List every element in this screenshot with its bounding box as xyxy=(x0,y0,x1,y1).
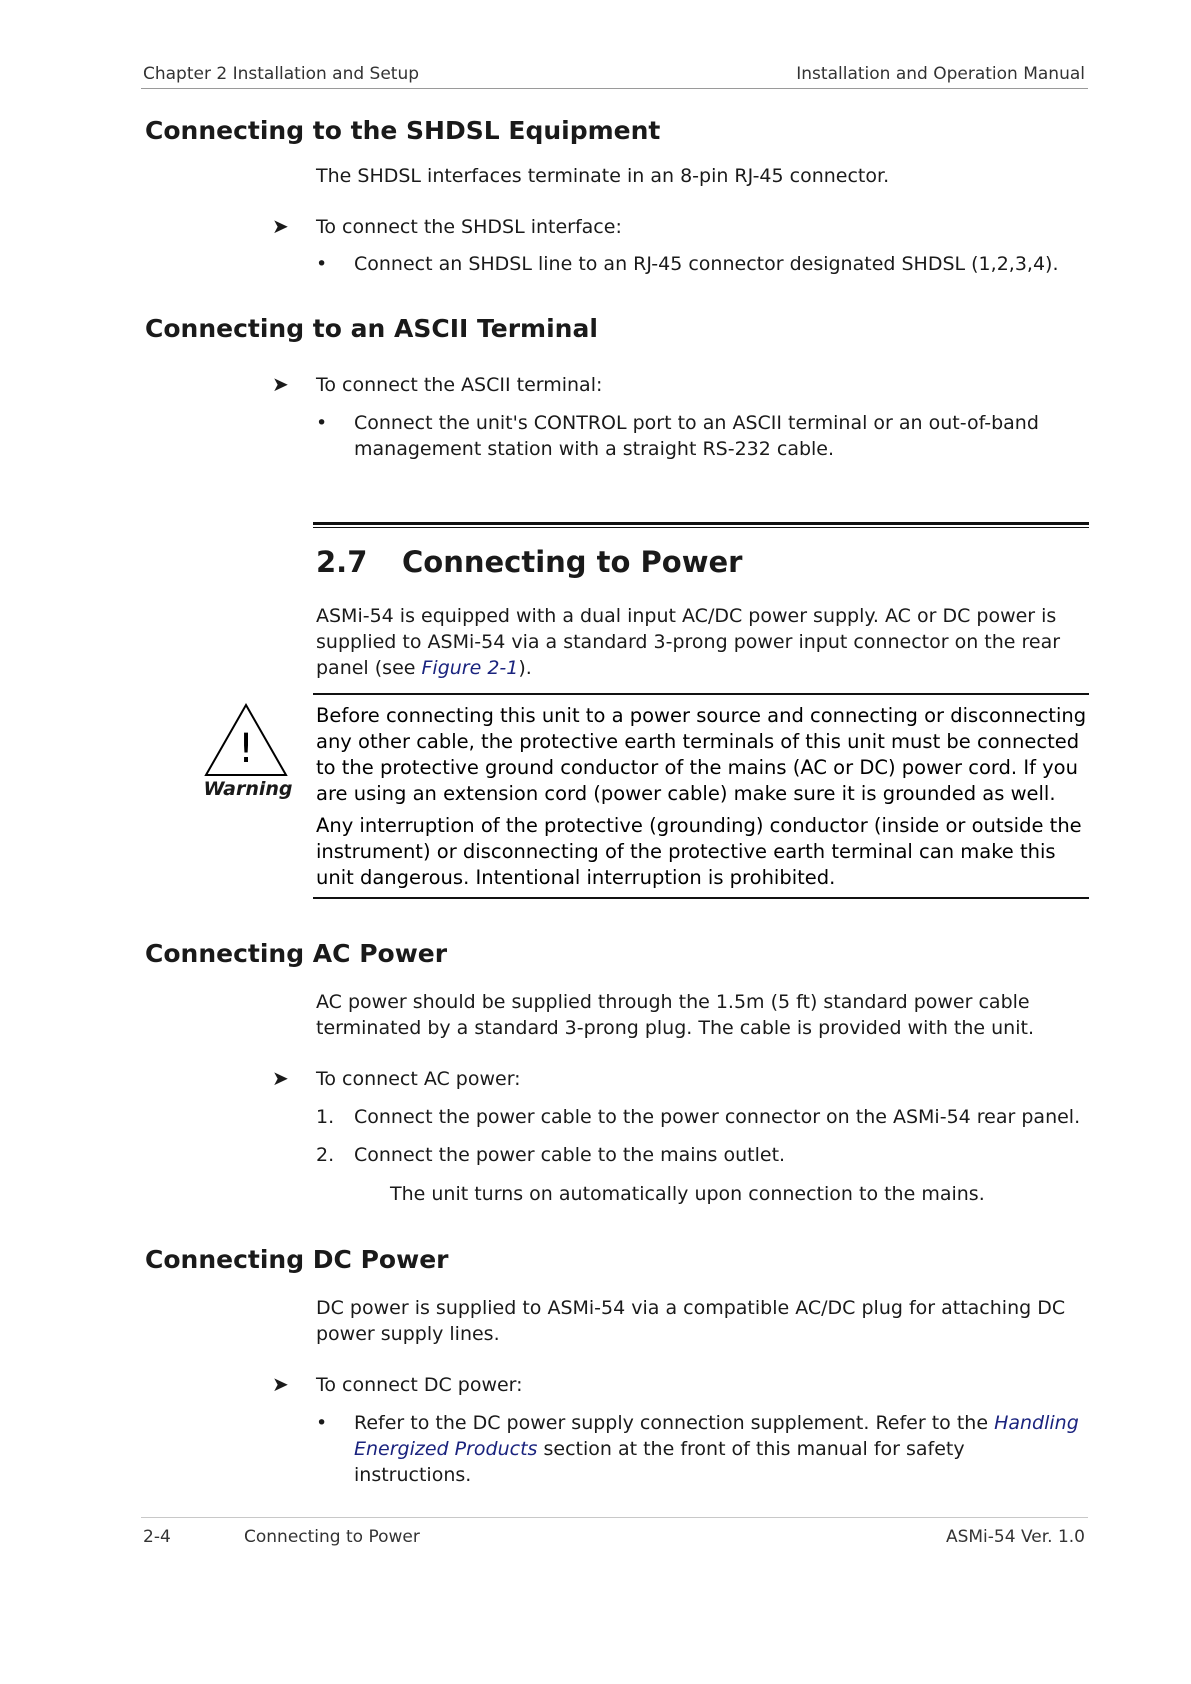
section-number: 2.7 xyxy=(316,545,368,579)
figure-link[interactable]: Figure 2-1 xyxy=(421,657,519,679)
exclamation-mark: ! xyxy=(237,726,255,772)
shdsl-intro: The SHDSL interfaces terminate in an 8-pin RJ-45 connector. xyxy=(316,165,890,187)
ac-intro: AC power should be supplied through the 1.5m (5 ft) standard power cable terminated by a standard 3-prong plug. The cable is provided with the unit. xyxy=(316,991,1034,1039)
dc-intro: DC power is supplied to ASMi-54 via a compatible AC/DC plug for attaching DC power supply lines. xyxy=(316,1297,1066,1345)
procedure-shdsl xyxy=(272,214,622,238)
list-item-text: Connect the unit's CONTROL port to an ASCII terminal or an out-of-band management station with a straight RS-232 cable. xyxy=(354,412,1039,460)
section-title xyxy=(316,545,742,579)
procedure-arrow-icon: ➤ xyxy=(272,1372,289,1396)
procedure-ascii xyxy=(272,372,602,396)
procedure-label: To connect the SHDSL interface: xyxy=(316,216,622,238)
warning-paragraph-2: Any interruption of the protective (grounding) conductor (inside or outside the instrument) or disconnecting of the protective earth terminal can make this unit dangerous. Intentional interruption is prohibited. xyxy=(316,814,1082,889)
header-chapter: Chapter 2 Installation and Setup xyxy=(143,64,420,84)
list-item xyxy=(316,1410,1086,1488)
list-item-text: Connect an SHDSL line to an RJ-45 connector designated SHDSL (1,2,3,4). xyxy=(354,253,1059,275)
footer-rule xyxy=(141,1517,1088,1518)
warning-bottom-rule xyxy=(313,897,1089,899)
procedure-label: To connect the ASCII terminal: xyxy=(316,374,603,396)
section-intro-end: ). xyxy=(518,657,532,679)
bullet-icon: • xyxy=(316,253,328,275)
procedure-arrow-icon: ➤ xyxy=(272,214,289,238)
step-number: 1. xyxy=(316,1106,335,1128)
list-item-text xyxy=(354,1410,1086,1488)
section-title-text: Connecting to Power xyxy=(402,545,743,579)
heading-ac-power: Connecting AC Power xyxy=(145,939,448,968)
heading-shdsl: Connecting to the SHDSL Equipment xyxy=(145,116,661,145)
list-item xyxy=(316,410,1086,462)
warning-top-rule xyxy=(313,693,1089,695)
warning-label: Warning xyxy=(203,778,293,800)
warning-icon xyxy=(203,702,289,778)
handling-energized-products-link[interactable]: Handling Energized Products xyxy=(354,1412,1079,1460)
footer-product: ASMi-54 Ver. 1.0 xyxy=(945,1527,1085,1547)
heading-dc-power: Connecting DC Power xyxy=(145,1245,449,1274)
list-item xyxy=(316,251,1086,277)
footer-page-number: 2-4 xyxy=(143,1527,171,1547)
step-number: 2. xyxy=(316,1144,335,1166)
step-text: Connect the power cable to the power connector on the ASMi-54 rear panel. xyxy=(354,1106,1081,1128)
dc-bullet-end: section at the front of this manual for safety instructions. xyxy=(354,1438,965,1486)
ac-result: The unit turns on automatically upon connection to the mains. xyxy=(390,1183,985,1205)
procedure-arrow-icon: ➤ xyxy=(272,1066,289,1090)
footer-section: Connecting to Power xyxy=(244,1527,420,1547)
heading-ascii-terminal: Connecting to an ASCII Terminal xyxy=(145,314,598,343)
section-rule-thick xyxy=(313,522,1089,525)
procedure-ac xyxy=(272,1066,521,1090)
numbered-step xyxy=(316,1142,1086,1168)
section-rule-thin xyxy=(313,527,1089,528)
warning-paragraph-1: Before connecting this unit to a power source and connecting or disconnecting any other cable, the protective earth terminals of this unit must be connected to the protective ground conductor of the mains (AC or DC) power cord. If you are using an extension cord (power cable) make sure it is grounded as well. xyxy=(316,704,1087,805)
bullet-icon: • xyxy=(316,412,328,434)
procedure-dc xyxy=(272,1372,523,1396)
section-intro xyxy=(316,603,1086,681)
bullet-icon: • xyxy=(316,1412,328,1434)
procedure-label: To connect DC power: xyxy=(316,1374,523,1396)
procedure-arrow-icon: ➤ xyxy=(272,372,289,396)
header-manual-title: Installation and Operation Manual xyxy=(796,64,1085,84)
section-intro-text: ASMi-54 is equipped with a dual input AC/DC power supply. AC or DC power is supplied to ASMi-54 via a standard 3-prong power input connector on the rear panel (see xyxy=(316,605,1061,679)
numbered-step xyxy=(316,1104,1086,1130)
step-text: Connect the power cable to the mains outlet. xyxy=(354,1144,786,1166)
dc-bullet-text: Refer to the DC power supply connection supplement. Refer to the xyxy=(354,1412,995,1434)
header-rule xyxy=(141,88,1088,89)
procedure-label: To connect AC power: xyxy=(316,1068,521,1090)
